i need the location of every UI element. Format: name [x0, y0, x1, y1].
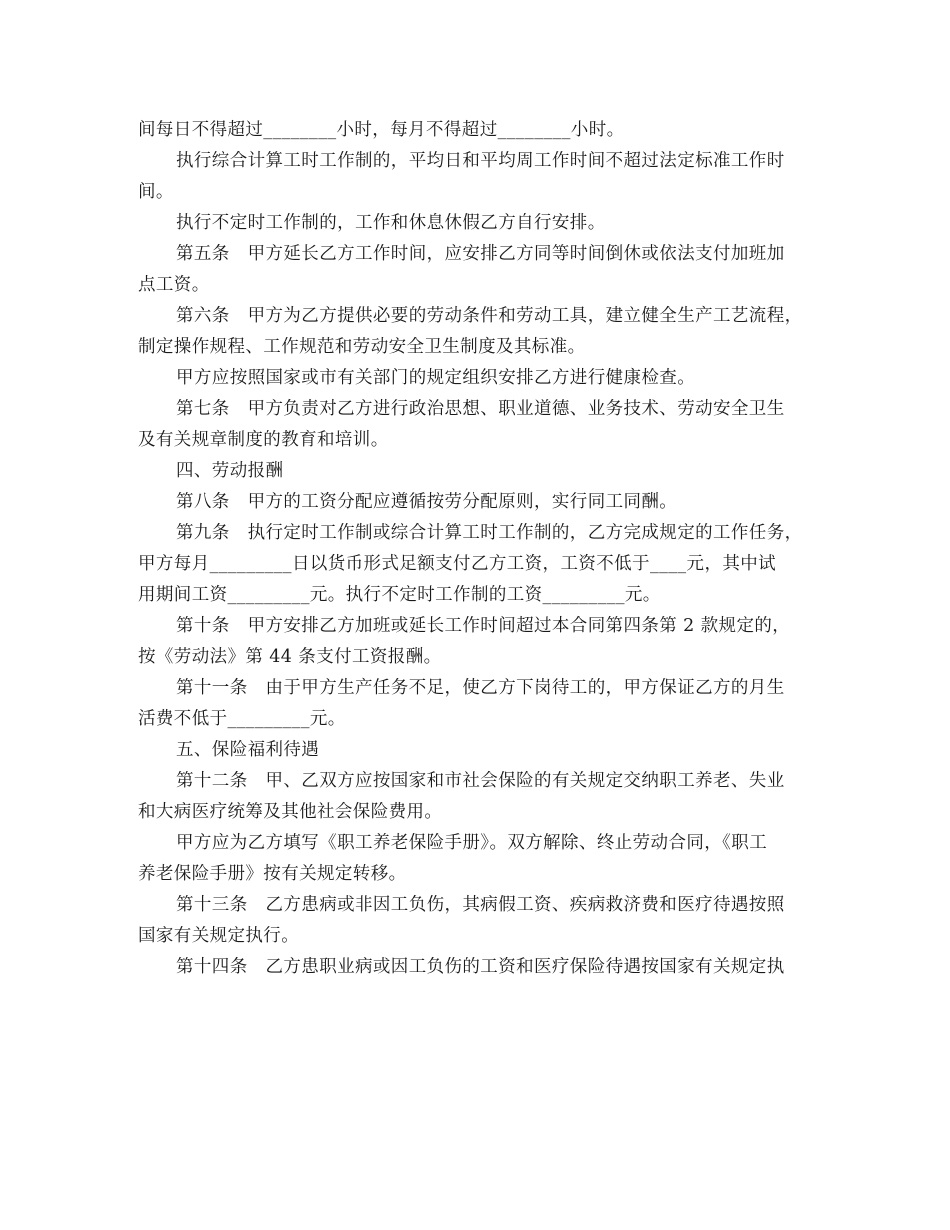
text-line: 制定操作规程、工作规范和劳动安全卫生制度及其标准。 [138, 337, 586, 357]
text-line: 甲方应为乙方填写《职工养老保险手册》。双方解除、终止劳动合同，《职工 [176, 833, 768, 853]
article-8-line: 第八条 甲方的工资分配应遵循按劳分配原则，实行同工同酬。 [176, 492, 678, 512]
text-line: 点工资。 [138, 275, 210, 295]
article-6-line: 第六条 甲方为乙方提供必要的劳动条件和劳动工具，建立健全生产工艺流程， [176, 306, 803, 326]
article-13-line: 第十三条 乙方患病或非因工负伤，其病假工资、疾病救济费和医疗待遇按照 [176, 895, 785, 915]
text-line: 和大病医疗统筹及其他社会保险费用。 [138, 802, 443, 822]
section-heading-labor-pay: 四、劳动报酬 [176, 461, 284, 481]
text-line: 活费不低于_________元。 [138, 709, 346, 729]
text-line: 执行综合计算工时工作制的，平均日和平均周工作时间不超过法定标准工作时 [176, 151, 785, 171]
text-line: 间。 [138, 182, 174, 202]
text-line: 执行不定时工作制的，工作和休息休假乙方自行安排。 [176, 213, 606, 233]
text-line: 及有关规章制度的教育和培训。 [138, 430, 389, 450]
article-11-line: 第十一条 由于甲方生产任务不足，使乙方下岗待工的，甲方保证乙方的月生 [176, 678, 785, 698]
document-body [138, 115, 818, 983]
article-9-line: 第九条 执行定时工作制或综合计算工时工作制的，乙方完成规定的工作任务， [176, 523, 803, 543]
text-line: 间每日不得超过________小时，每月不得超过________小时。 [138, 120, 625, 140]
text-line: 国家有关规定执行。 [138, 926, 300, 946]
article-7-line: 第七条 甲方负责对乙方进行政治思想、职业道德、业务技术、劳动安全卫生 [176, 399, 785, 419]
article-12-line: 第十二条 甲、乙双方应按国家和市社会保险的有关规定交纳职工养老、失业 [176, 771, 785, 791]
text-line: 用期间工资_________元。执行不定时工作制的工资_________元。 [138, 585, 661, 605]
article-5-line: 第五条 甲方延长乙方工作时间，应安排乙方同等时间倒休或依法支付加班加 [176, 244, 785, 264]
text-line: 按《劳动法》第 44 条支付工资报酬。 [138, 647, 442, 667]
text-line: 甲方应按照国家或市有关部门的规定组织安排乙方进行健康检查。 [176, 368, 696, 388]
text-line: 甲方每月_________日以货币形式足额支付乙方工资，工资不低于____元，其中试 [138, 554, 777, 574]
text-line: 养老保险手册》按有关规定转移。 [138, 864, 407, 884]
section-heading-insurance: 五、保险福利待遇 [176, 740, 320, 760]
article-10-line: 第十条 甲方安排乙方加班或延长工作时间超过本合同第四条第 2 款规定的， [176, 616, 791, 636]
article-14-line: 第十四条 乙方患职业病或因工负伤的工资和医疗保险待遇按国家有关规定执 [176, 957, 785, 977]
